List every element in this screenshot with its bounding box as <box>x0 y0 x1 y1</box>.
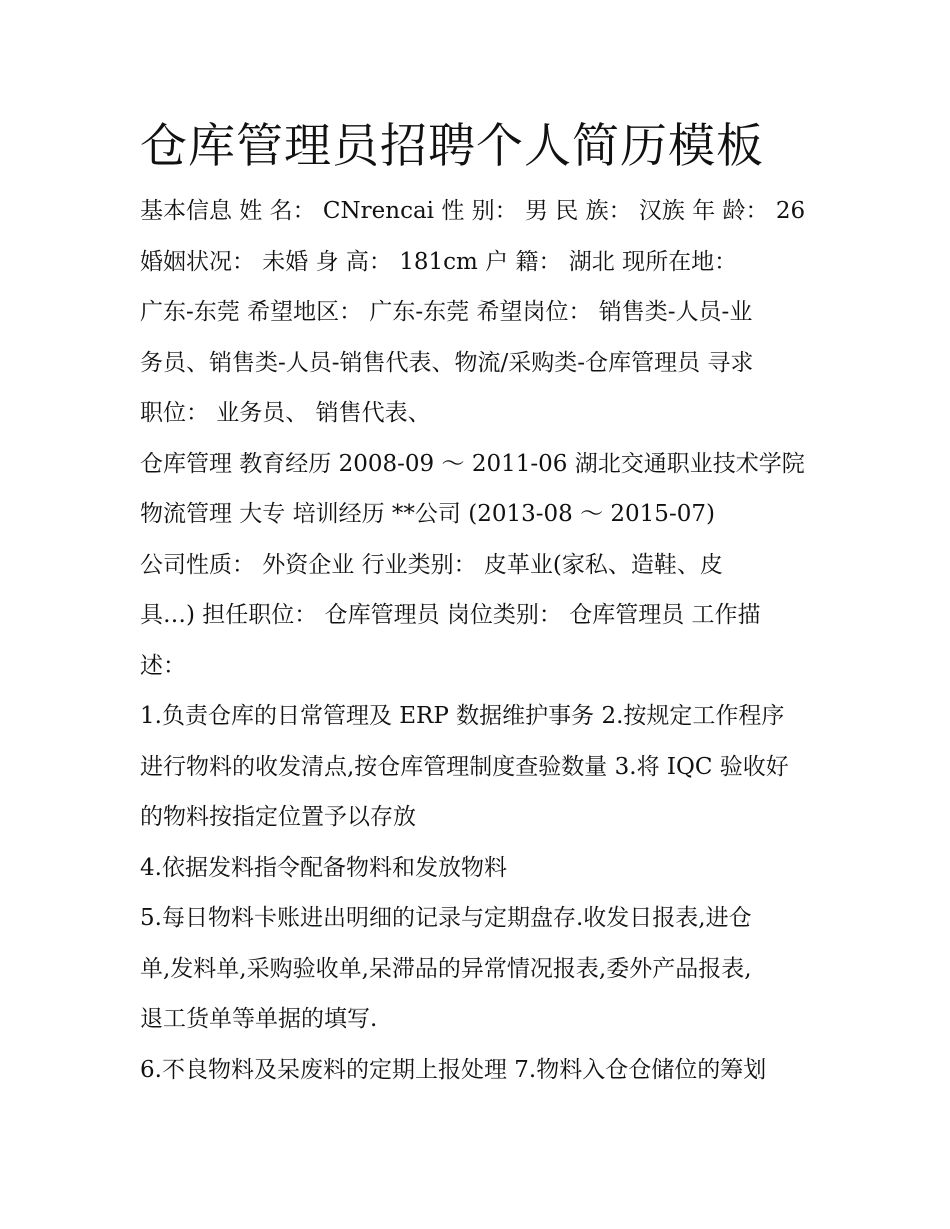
body-line: 单,发料单,采购验收单,呆滞品的异常情况报表,委外产品报表, <box>140 955 752 982</box>
body-line: 退工货单等单据的填写. <box>140 1006 378 1032</box>
body-line: 物流管理 大专 培训经历 **公司 (2013-08 ～ 2015-07) <box>140 501 715 527</box>
body-line: 务员、销售类-人员-销售代表、物流/采购类-仓库管理员 寻求 <box>140 349 754 376</box>
body-line: 仓库管理 教育经历 2008-09 ～ 2011-06 湖北交通职业技术学院 <box>140 450 805 477</box>
document-body <box>140 186 820 1095</box>
document-title: 仓库管理员招聘个人简历模板 <box>140 119 764 174</box>
body-line: 广东-东莞 希望地区： 广东-东莞 希望岗位： 销售类-人员-业 <box>140 299 753 325</box>
body-line: 述： <box>140 652 186 679</box>
body-line: 进行物料的收发清点,按仓库管理制度查验数量 3.将 IQC 验收好 <box>140 753 789 780</box>
body-line: 基本信息 姓 名： CNrencai 性 别： 男 民 族： 汉族 年 龄： 26 <box>140 198 806 224</box>
body-line: 5.每日物料卡账进出明细的记录与定期盘存.收发日报表,进仓 <box>140 905 752 931</box>
body-line: 6.不良物料及呆废料的定期上报处理 7.物料入仓仓储位的筹划 <box>140 1056 767 1083</box>
body-line: 公司性质： 外资企业 行业类别： 皮革业(家私、造鞋、皮 <box>140 551 723 578</box>
body-line: 职位： 业务员、 销售代表、 <box>140 400 431 426</box>
body-line: 4.依据发料指令配备物料和发放物料 <box>140 854 507 881</box>
body-line: 具…) 担任职位： 仓库管理员 岗位类别： 仓库管理员 工作描 <box>140 602 761 628</box>
document-page <box>140 110 820 1095</box>
body-line: 的物料按指定位置予以存放 <box>140 804 416 830</box>
body-line: 婚姻状况： 未婚 身 高： 181cm 户 籍： 湖北 现所在地： <box>140 248 738 275</box>
body-line: 1.负责仓库的日常管理及 ERP 数据维护事务 2.按规定工作程序 <box>140 703 785 729</box>
